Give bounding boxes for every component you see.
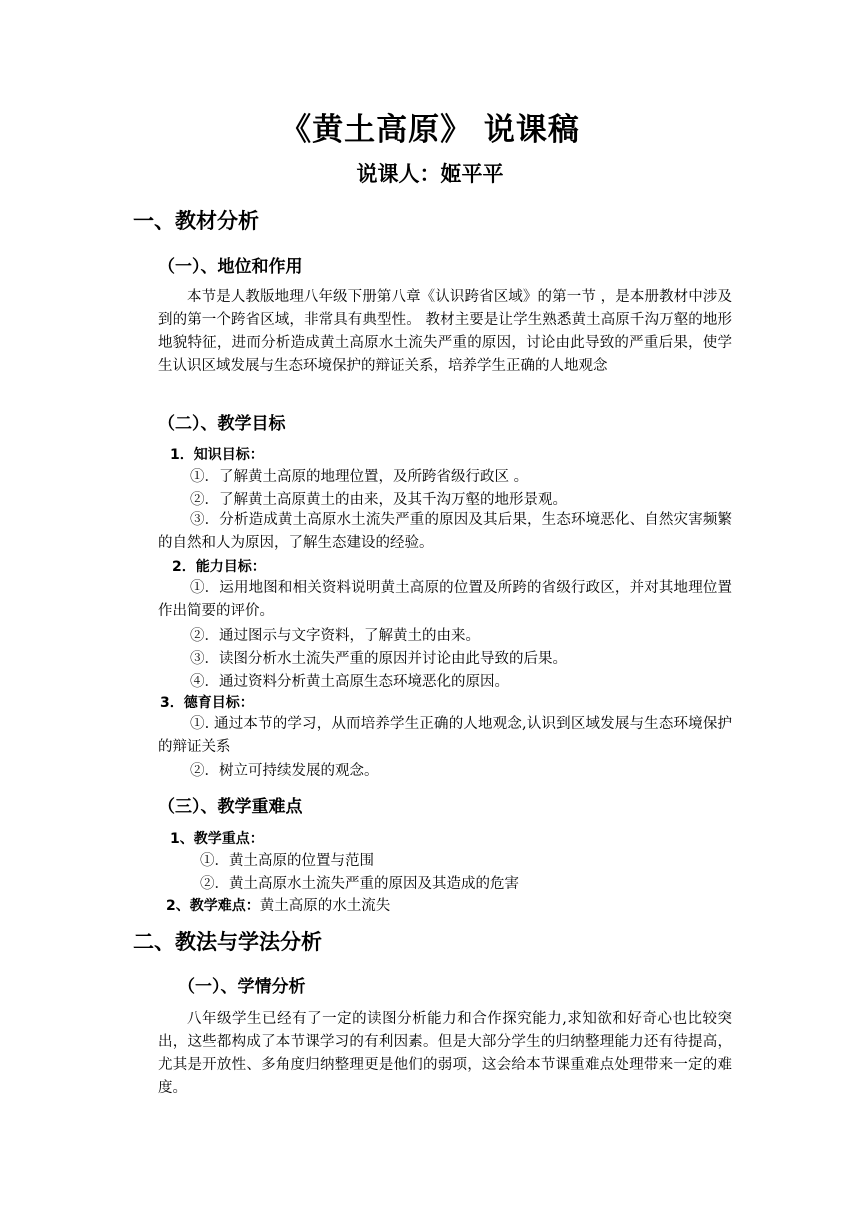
subsection-heading-student-analysis: （一）、学情分析 [178,977,306,997]
ability-item: ②．通过图示与文字资料，了解黄土的由来。 [190,628,480,644]
subsection-heading-objectives: （二）、教学目标 [158,414,286,434]
knowledge-item: ③．分析造成黄土高原水土流失严重的原因及其后果，生态环境恶化、自然灾害频繁的自然和人为原因，了解生态建设的经验。 [158,512,732,551]
speaker-line: 说课人：姬平平 [356,162,504,186]
knowledge-item: ①．了解黄土高原的地理位置，及所跨省级行政区 。 [190,469,529,485]
paragraph-student-analysis: 八年级学生已经有了一定的读图分析能力和合作探究能力,求知欲和好奇心也比较突出，这些都构成了本节课学习的有利因素。但是大部分学生的归纳整理能力还有待提高，尤其是开放性、多角度归纳整理更是他们的弱项，这会给本节课重难点处理带来一定的难度。 [158,1011,732,1096]
section-heading-methods: 二、教法与学法分析 [133,930,322,954]
section-heading-materials: 一、教材分析 [133,209,259,233]
ability-objectives-label: 2．能力目标： [172,559,266,575]
ability-item: ①．运用地图和相关资料说明黄土高原的位置及所跨的省级行政区，并对其地理位置作出简要的评价。 [158,580,732,619]
key-point-item: ②．黄土高原水土流失严重的原因及其造成的危害 [200,876,519,892]
difficulty-label: 2、教学难点： [166,898,260,914]
subsection-heading-key-points: （三）、教学重难点 [158,797,303,817]
document-title: 《黄土高原》 说课稿 [280,112,580,148]
moral-item: ②．树立可持续发展的观念。 [190,763,379,779]
knowledge-objectives-label: 1．知识目标： [170,447,264,463]
ability-item: ③．读图分析水土流失严重的原因并讨论由此导致的后果。 [190,651,567,667]
key-points-label: 1、教学重点： [170,831,264,847]
key-point-item: ①．黄土高原的位置与范围 [200,853,374,869]
moral-item: ①. 通过本节的学习，从而培养学生正确的人地观念,认识到区域发展与生态环境保护的辩证关系 [158,716,732,755]
difficulty-line [166,894,390,915]
subsection-heading-role: （一）、地位和作用 [158,257,303,277]
ability-item: ④．通过资料分析黄土高原生态环境恶化的原因。 [190,674,509,690]
difficulty-text: 黄土高原的水土流失 [259,898,391,914]
paragraph-role: 本节是人教版地理八年级下册第八章《认识跨省区域》的第一节 ，是本册教材中涉及到的第一个跨省区域，非常具有典型性。 教材主要是让学生熟悉黄土高原千沟万壑的地形地貌特征，进而分析造成黄土高原水土流失严重的原因，讨论由此导致的严重后果，使学生认识区域发展与生态环境保护的辩证关系，培养学生正确的人地观念 [158,289,732,374]
moral-objectives-label: 3．德育目标： [160,695,254,711]
knowledge-item: ②．了解黄土高原黄土的由来，及其千沟万壑的地形景观。 [190,492,567,508]
